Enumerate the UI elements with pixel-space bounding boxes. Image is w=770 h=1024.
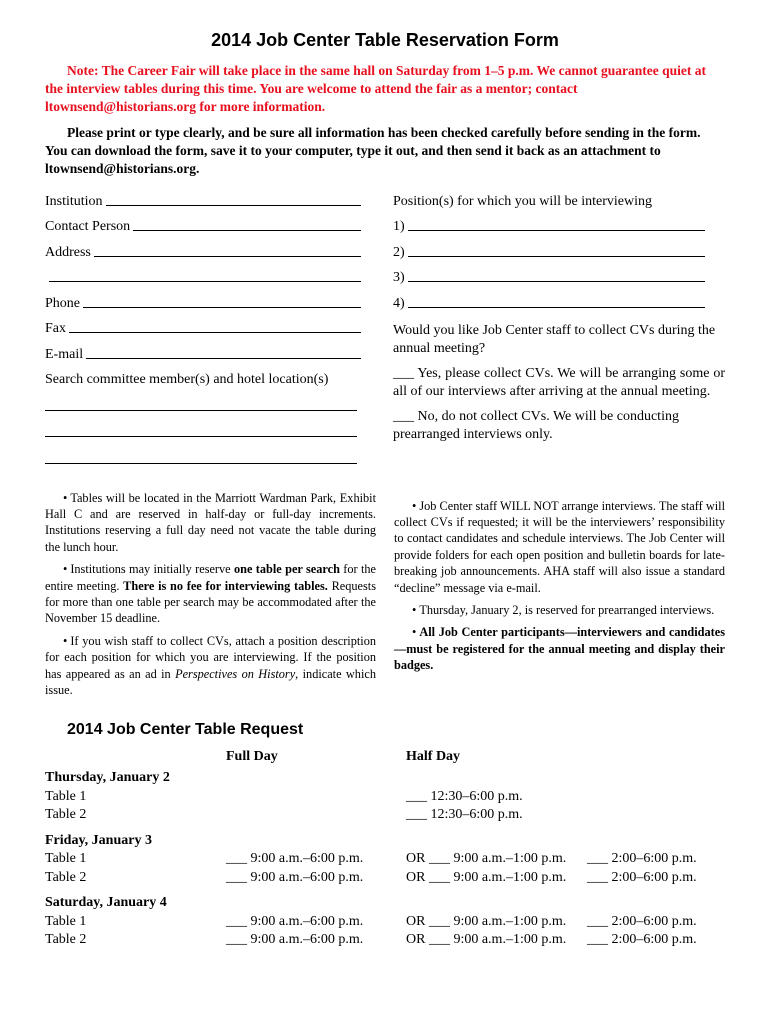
fax-label: Fax: [45, 321, 66, 336]
sat-table-2-am[interactable]: OR ___ 9:00 a.m.–1:00 p.m.: [406, 932, 567, 947]
sat-table-2-full[interactable]: ___ 9:00 a.m.–6:00 p.m.: [226, 932, 364, 947]
cv-no-option[interactable]: ___ No, do not collect CVs. We will be conducting prearranged interviews only.: [393, 408, 679, 442]
cv-question: Would you like Job Center staff to collect CVs during the annual meeting?: [393, 322, 716, 356]
fri-table-1-full[interactable]: ___ 9:00 a.m.–6:00 p.m.: [226, 851, 364, 866]
fri-table-2-label: Table 2: [45, 869, 87, 885]
institution-label: Institution: [45, 193, 103, 209]
fri-table-1-am[interactable]: OR ___ 9:00 a.m.–1:00 p.m.: [406, 851, 567, 866]
phone-field[interactable]: [83, 307, 361, 308]
position-4-field[interactable]: [408, 307, 705, 308]
address-field[interactable]: [94, 256, 361, 257]
information-notes: [45, 490, 725, 705]
position-4-label: 4): [393, 295, 405, 311]
fri-table-1-label: Table 1: [45, 851, 87, 866]
friday-heading: Friday, January 3: [45, 832, 152, 848]
position-2-label: 2): [393, 244, 405, 260]
instructions: Please print or type clearly, and be sure all information has been checked carefully before sending in the form. You can download the form, save it to your computer, type it out, and then send it back as an attachment to ltownsend@historians.org.: [45, 125, 701, 176]
full-day-header: Full Day: [226, 749, 278, 764]
fri-table-1-pm[interactable]: ___ 2:00–6:00 p.m.: [587, 851, 697, 866]
thu-table-2-half[interactable]: ___ 12:30–6:00 p.m.: [406, 807, 523, 822]
fri-table-2-am[interactable]: OR ___ 9:00 a.m.–1:00 p.m.: [406, 869, 567, 885]
left-field-column: [45, 184, 361, 468]
note-registration: • All Job Center participants—interviewers and candidates—must be registered for the annual meeting and display their badges.: [394, 625, 725, 673]
fax-field[interactable]: [69, 332, 361, 333]
address-line-2-field[interactable]: [49, 281, 361, 282]
thu-table-1-label: Table 1: [45, 788, 87, 804]
sat-table-1-pm[interactable]: ___ 2:00–6:00 p.m.: [587, 913, 697, 929]
search-committee-line-2[interactable]: [45, 436, 357, 437]
saturday-heading: Saturday, January 4: [45, 895, 167, 910]
search-committee-line-3[interactable]: [45, 463, 357, 464]
email-field[interactable]: [86, 358, 361, 359]
sat-table-1-am[interactable]: OR ___ 9:00 a.m.–1:00 p.m.: [406, 913, 567, 929]
note-table-limit: • Institutions may initially reserve one table per search for the entire meeting. There is no fee for interviewing tables. Requests for more than one table per search may be accommodated after the November 15 deadline.: [45, 562, 376, 626]
table-request-heading: 2014 Job Center Table Request: [67, 721, 304, 738]
form-page: [45, 28, 725, 704]
notes-left-column: [45, 490, 376, 705]
sat-table-1-label: Table 1: [45, 913, 87, 929]
cv-yes-option[interactable]: ___ Yes, please collect CVs. We will be arranging some or all of our interviews after arriving at the annual meeting.: [393, 365, 725, 399]
thursday-heading: Thursday, January 2: [45, 770, 170, 785]
thu-table-2-label: Table 2: [45, 807, 87, 822]
position-2-field[interactable]: [408, 256, 705, 257]
position-1-label: 1): [393, 219, 405, 234]
positions-label: Position(s) for which you will be interviewing: [393, 193, 652, 209]
right-field-column: [393, 184, 725, 468]
table-request-section: [45, 720, 725, 951]
contact-fields: [45, 184, 725, 468]
contact-person-field[interactable]: [133, 230, 361, 231]
position-3-field[interactable]: [408, 281, 705, 282]
position-3-label: 3): [393, 270, 405, 285]
fri-table-2-pm[interactable]: ___ 2:00–6:00 p.m.: [587, 869, 697, 885]
position-1-field[interactable]: [408, 230, 705, 231]
phone-label: Phone: [45, 295, 80, 311]
address-label: Address: [45, 244, 91, 260]
career-fair-note: Note: The Career Fair will take place in the same hall on Saturday from 1–5 p.m. We cannot guarantee quiet at the interview tables during this time. You are welcome to attend the fair as a mentor; contact ltownsend@historians.org for more information.: [45, 63, 706, 114]
search-committee-label: Search committee member(s) and hotel location(s): [45, 372, 329, 387]
search-committee-line-1[interactable]: [45, 410, 357, 411]
half-day-header: Half Day: [406, 749, 461, 764]
contact-person-label: Contact Person: [45, 219, 131, 234]
sat-table-1-full[interactable]: ___ 9:00 a.m.–6:00 p.m.: [226, 913, 364, 929]
sat-table-2-pm[interactable]: ___ 2:00–6:00 p.m.: [587, 932, 697, 947]
institution-field[interactable]: [106, 205, 361, 206]
note-cv-collection: • If you wish staff to collect CVs, attach a position description for each position for which you are interviewing. If the position has appeared as an ad in Perspectives on History, indicate which issue.: [45, 633, 376, 697]
thu-table-1-half[interactable]: ___ 12:30–6:00 p.m.: [406, 788, 523, 804]
note-thursday: • Thursday, January 2, is reserved for prearranged interviews.: [412, 602, 715, 617]
sat-table-2-label: Table 2: [45, 932, 87, 947]
email-label: E-mail: [45, 346, 84, 362]
page-title: 2014 Job Center Table Reservation Form: [211, 30, 559, 50]
notes-right-column: [394, 498, 725, 705]
note-no-arranging: • Job Center staff WILL NOT arrange interviews. The staff will collect CVs if requested; it will be the interviewers’ responsibility to contact candidates and schedule interviews. The Job Center will provide folders for each open position and bulletin boards for late-breaking job announcements. AHA staff will also issue a standard “decline” message via e-mail.: [394, 498, 725, 595]
fri-table-2-full[interactable]: ___ 9:00 a.m.–6:00 p.m.: [226, 869, 364, 885]
note-tables-location: • Tables will be located in the Marriott Wardman Park, Exhibit Hall C and are reserved in half-day or full-day increments. Institutions reserving a full day need not vacate the table during the lunch hour.: [45, 490, 376, 554]
